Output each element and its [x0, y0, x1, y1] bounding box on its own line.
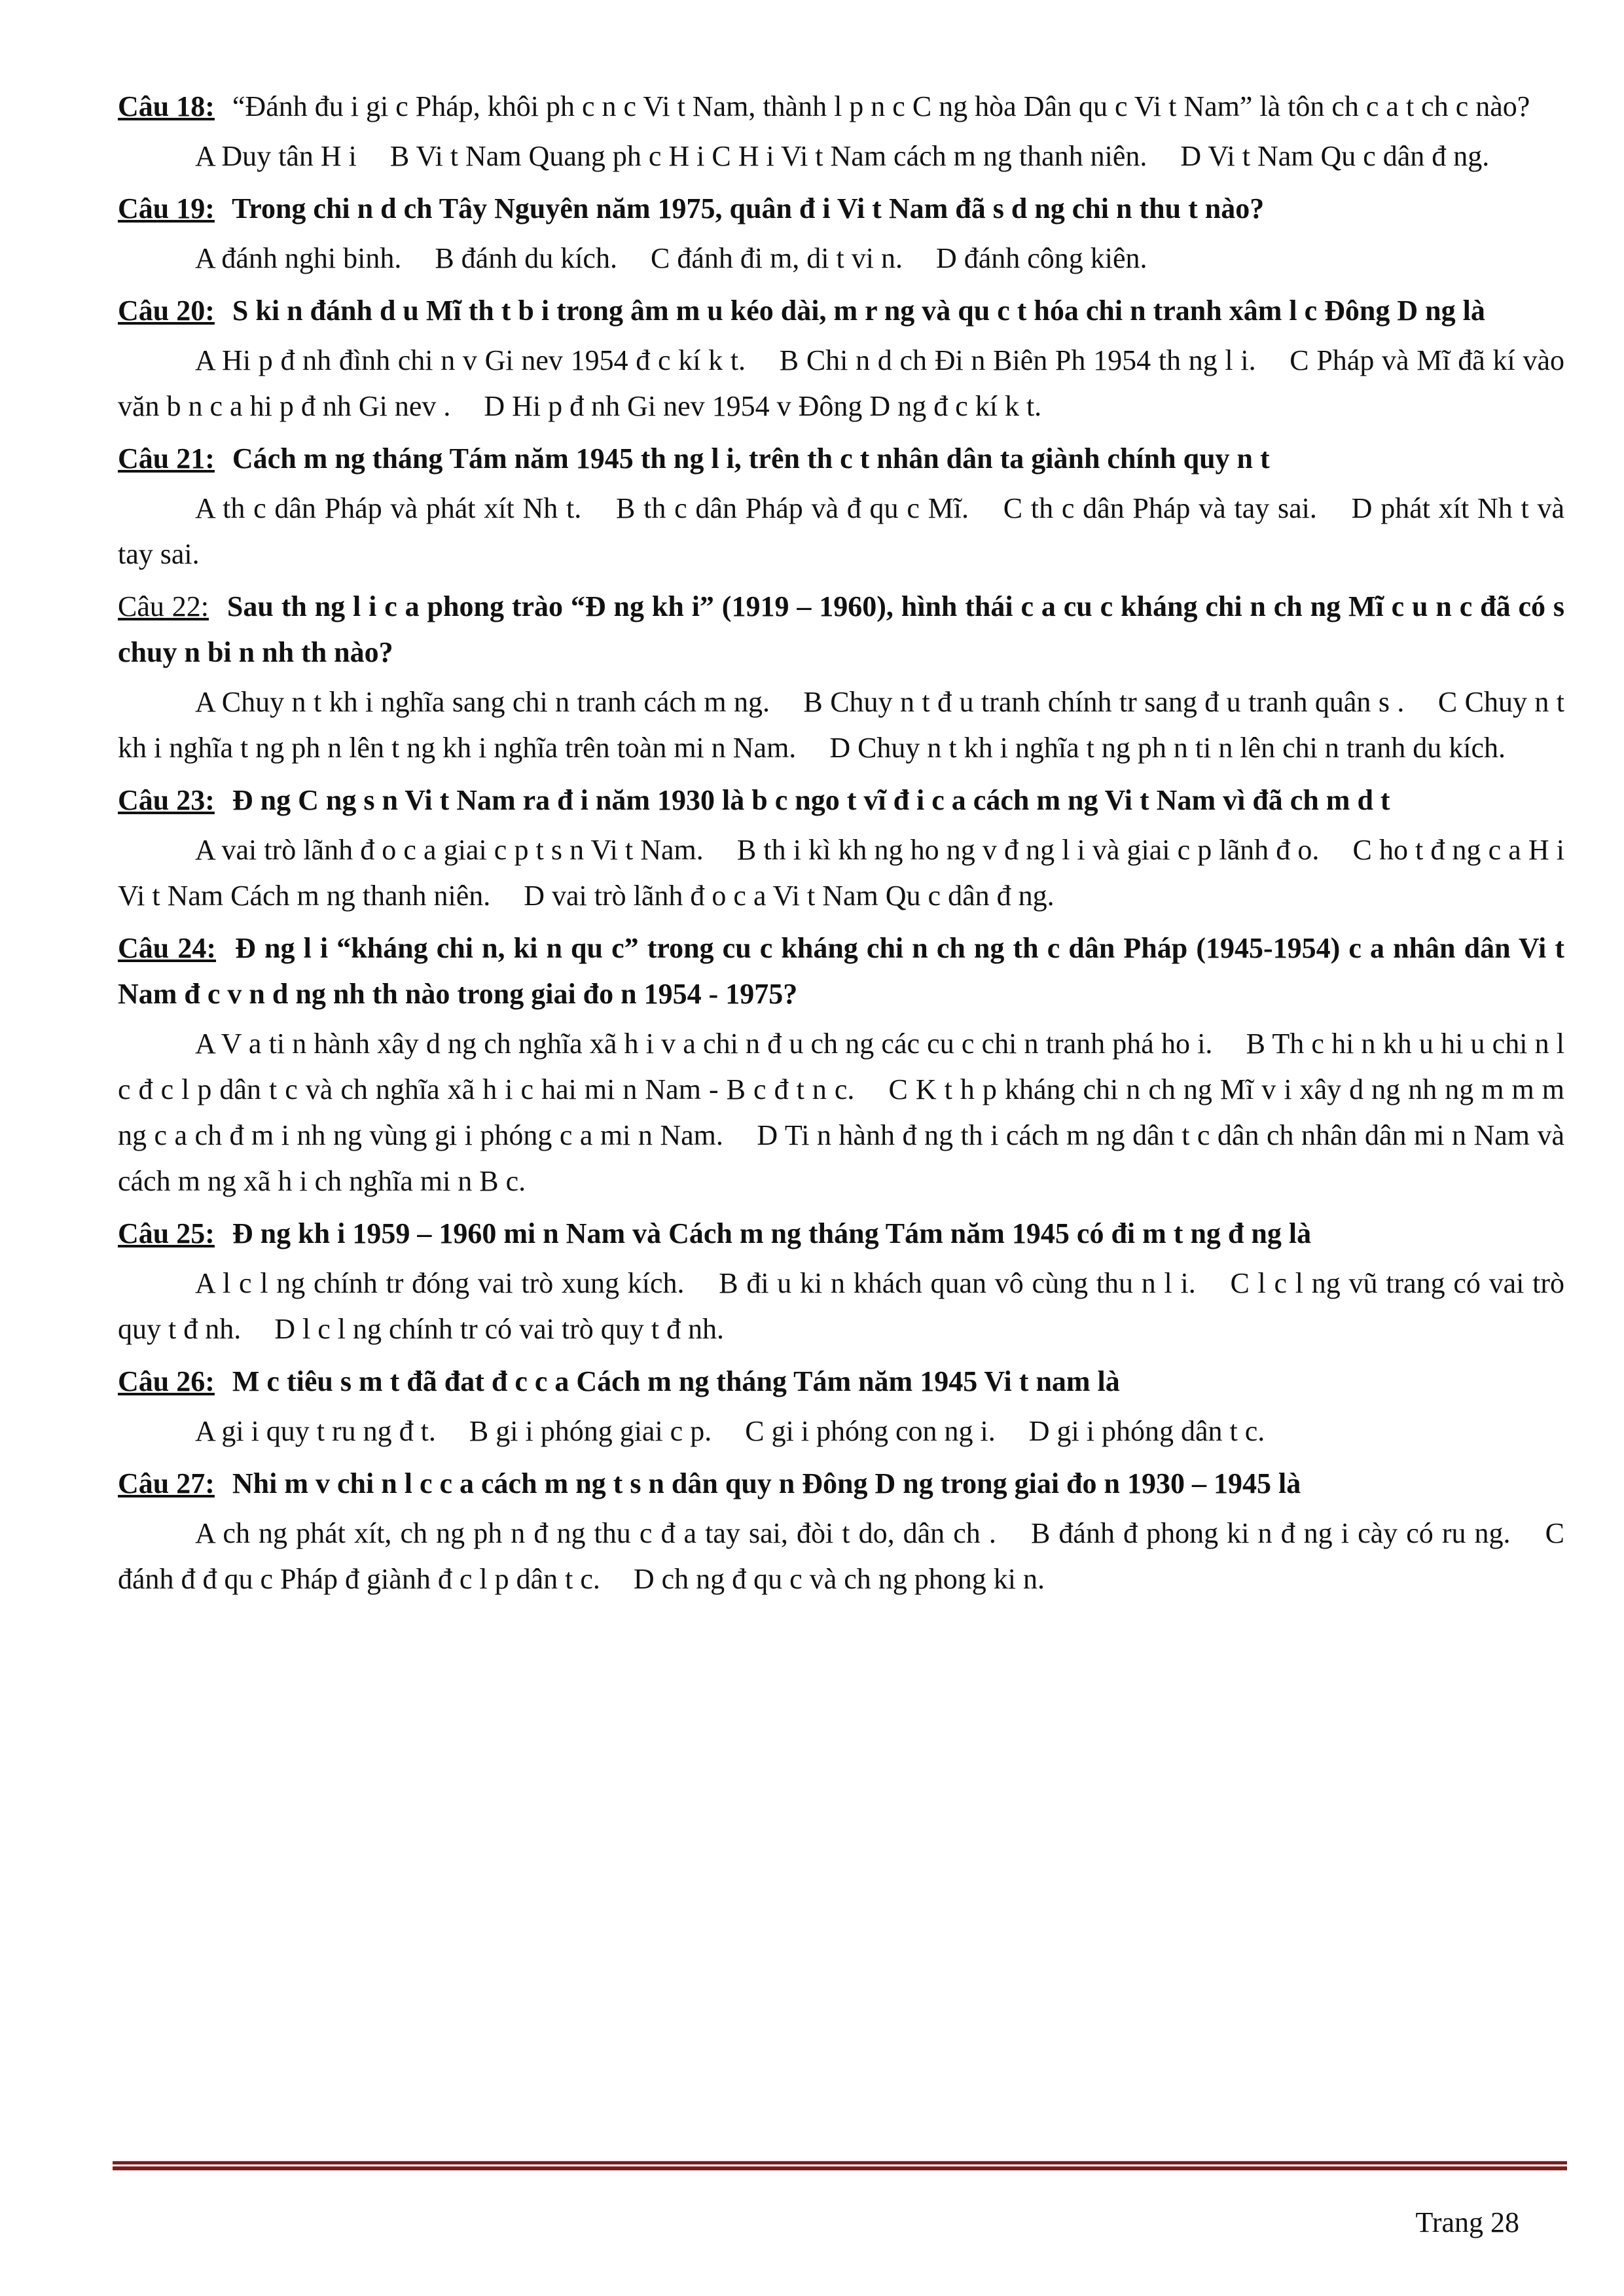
answer-c: C ho t đ ng c a H i Vi t Nam Cách m ng thanh niên. [118, 834, 1565, 912]
question-number: Câu 23: [118, 784, 215, 816]
question-text: “Đánh đu i gi c Pháp, khôi ph c n c Vi t Nam, thành l p n c C ng hòa Dân qu c Vi t Nam” là tôn ch c a t ch c nào? [232, 90, 1530, 122]
answer-a: A th c dân Pháp và phát xít Nh t. [195, 492, 582, 524]
question-number: Câu 26: [118, 1365, 215, 1397]
answer-options [118, 1408, 1564, 1454]
answer-d: D vai trò lãnh đ o c a Vi t Nam Qu c dân đ ng. [524, 880, 1055, 912]
answer-d: D Ti n hành đ ng th i cách m ng dân t c dân ch nhân dân mi n Nam và cách m ng xã h i ch nghĩa mi n B c. [118, 1119, 1565, 1197]
answer-a: A Duy tân H i [195, 140, 357, 172]
question-number: Câu 25: [118, 1217, 215, 1249]
question-number: Câu 22: [118, 590, 209, 622]
question-text: S ki n đánh d u Mĩ th t b i trong âm m u kéo dài, m r ng và qu c t hóa chi n tranh xâm l c Đông D ng là [232, 295, 1485, 327]
answer-b: B Chuy n t đ u tranh chính tr sang đ u tranh quân s . [803, 686, 1405, 718]
answer-options [118, 338, 1564, 429]
question-18 [118, 84, 1564, 179]
page-number: Trang 28 [1415, 2206, 1519, 2238]
answer-d: D l c l ng chính tr có vai trò quy t đ nh. [274, 1313, 725, 1345]
question-26 [118, 1359, 1564, 1454]
answer-options [118, 827, 1564, 919]
answer-b: B th i kì kh ng ho ng v đ ng l i và giai c p lãnh đ o. [736, 834, 1320, 866]
answer-b: B đi u ki n khách quan vô cùng thu n l i. [719, 1267, 1196, 1299]
question-22 [118, 584, 1564, 771]
question-text: Đ ng C ng s n Vi t Nam ra đ i năm 1930 là b c ngo t vĩ đ i c a cách m ng Vi t Nam vì đã ch m d t [232, 784, 1390, 816]
question-text: Đ ng kh i 1959 – 1960 mi n Nam và Cách m ng tháng Tám năm 1945 có đi m t ng đ ng là [232, 1217, 1312, 1249]
question-21 [118, 436, 1564, 577]
answer-a: A l c l ng chính tr đóng vai trò xung kích. [195, 1267, 685, 1299]
answer-a: A Chuy n t kh i nghĩa sang chi n tranh cách m ng. [195, 686, 770, 718]
answer-d: D Chuy n t kh i nghĩa t ng ph n ti n lên chi n tranh du kích. [829, 732, 1506, 764]
question-20 [118, 288, 1564, 429]
answer-options [118, 486, 1564, 577]
question-text: Cách m ng tháng Tám năm 1945 th ng l i, trên th c t nhân dân ta giành chính quy n t [232, 442, 1270, 475]
answer-options [118, 134, 1564, 179]
footer-divider [113, 2161, 1567, 2170]
question-23 [118, 778, 1564, 919]
answer-c: C gi i phóng con ng i. [745, 1415, 996, 1447]
answer-c: C Pháp và Mĩ đã kí vào văn b n c a hi p đ nh Gi nev . [118, 344, 1564, 422]
question-19 [118, 186, 1564, 281]
answer-c: C l c l ng vũ trang có vai trò quy t đ nh. [118, 1267, 1565, 1345]
answer-d: D ch ng đ qu c và ch ng phong ki n. [633, 1563, 1045, 1595]
answer-options [118, 1021, 1564, 1204]
answer-options [118, 1261, 1564, 1352]
answer-a: A ch ng phát xít, ch ng ph n đ ng thu c đ a tay sai, đòi t do, dân ch . [195, 1517, 996, 1549]
question-text: Nhi m v chi n l c c a cách m ng t s n dân quy n Đông D ng trong giai đo n 1930 – 1945 là [232, 1467, 1301, 1499]
answer-b: B th c dân Pháp và đ qu c Mĩ. [616, 492, 969, 524]
answer-a: A vai trò lãnh đ o c a giai c p t s n Vi t Nam. [195, 834, 704, 866]
answer-d: D đánh công kiên. [935, 242, 1147, 274]
answer-c: C th c dân Pháp và tay sai. [1003, 492, 1317, 524]
question-sheet [118, 84, 1564, 1609]
question-number: Câu 24: [118, 932, 217, 964]
answer-d: D Hi p đ nh Gi nev 1954 v Đông D ng đ c kí k t. [484, 390, 1042, 422]
question-number: Câu 27: [118, 1467, 215, 1499]
answer-c: C đánh đ đ qu c Pháp đ giành đ c l p dân t c. [118, 1517, 1565, 1595]
answer-a: A V a ti n hành xây d ng ch nghĩa xã h i v a chi n đ u ch ng các cu c chi n tranh phá ho i. [195, 1028, 1213, 1060]
answer-b: B gi i phóng giai c p. [469, 1415, 712, 1447]
answer-d: D gi i phóng dân t c. [1028, 1415, 1265, 1447]
answer-c: C K t h p kháng chi n ch ng Mĩ v i xây d ng nh ng m m m ng c a ch đ m i nh ng vùng gi i phóng c a mi n Nam. [118, 1073, 1565, 1151]
answer-b: B đánh du kích. [435, 242, 617, 274]
question-24 [118, 925, 1564, 1204]
question-text: Sau th ng l i c a phong trào “Đ ng kh i” (1919 – 1960), hình thái c a cu c kháng chi n ch ng Mĩ c u n c đã có s chuy n bi n nh th nào? [118, 590, 1565, 668]
question-number: Câu 20: [118, 295, 215, 327]
answer-c: C Chuy n t kh i nghĩa t ng ph n lên t ng kh i nghĩa trên toàn mi n Nam. [118, 686, 1565, 764]
question-27 [118, 1461, 1564, 1602]
answer-c: C đánh đi m, di t vi n. [650, 242, 903, 274]
answer-a: A gi i quy t ru ng đ t. [195, 1415, 436, 1447]
question-text: Trong chi n d ch Tây Nguyên năm 1975, quân đ i Vi t Nam đã s d ng chi n thu t nào? [232, 192, 1265, 224]
answer-b: B Chi n d ch Đi n Biên Ph 1954 th ng l i. [779, 344, 1256, 376]
question-number: Câu 19: [118, 192, 215, 224]
answer-a: A đánh nghi binh. [195, 242, 402, 274]
answer-options [118, 679, 1564, 771]
answer-d: D Vi t Nam Qu c dân đ ng. [1180, 140, 1490, 172]
answer-b: B đánh đ phong ki n đ ng i cày có ru ng. [1030, 1517, 1511, 1549]
question-text: M c tiêu s m t đã đat đ c c a Cách m ng tháng Tám năm 1945 Vi t nam là [232, 1365, 1120, 1397]
answer-options [118, 1511, 1564, 1602]
answer-b: B Th c hi n kh u hi u chi n l c đ c l p dân t c và ch nghĩa xã h i c hai mi n Nam - B c đ t n c. [118, 1028, 1565, 1105]
answer-a: A Hi p đ nh đình chi n v Gi nev 1954 đ c kí k t. [195, 344, 746, 376]
question-number: Câu 18: [118, 90, 215, 122]
answer-d: D phát xít Nh t và tay sai. [118, 492, 1564, 570]
question-number: Câu 21: [118, 442, 215, 475]
question-text: Đ ng l i “kháng chi n, ki n qu c” trong cu c kháng chi n ch ng th c dân Pháp (1945-1954) c a nhân dân Vi t Nam đ c v n d ng nh th nào trong giai đo n 1954 - 1975? [118, 932, 1565, 1010]
answer-options [118, 236, 1564, 281]
question-25 [118, 1211, 1564, 1352]
answer-b: B Vi t Nam Quang ph c H i C H i Vi t Nam cách m ng thanh niên. [389, 140, 1147, 172]
